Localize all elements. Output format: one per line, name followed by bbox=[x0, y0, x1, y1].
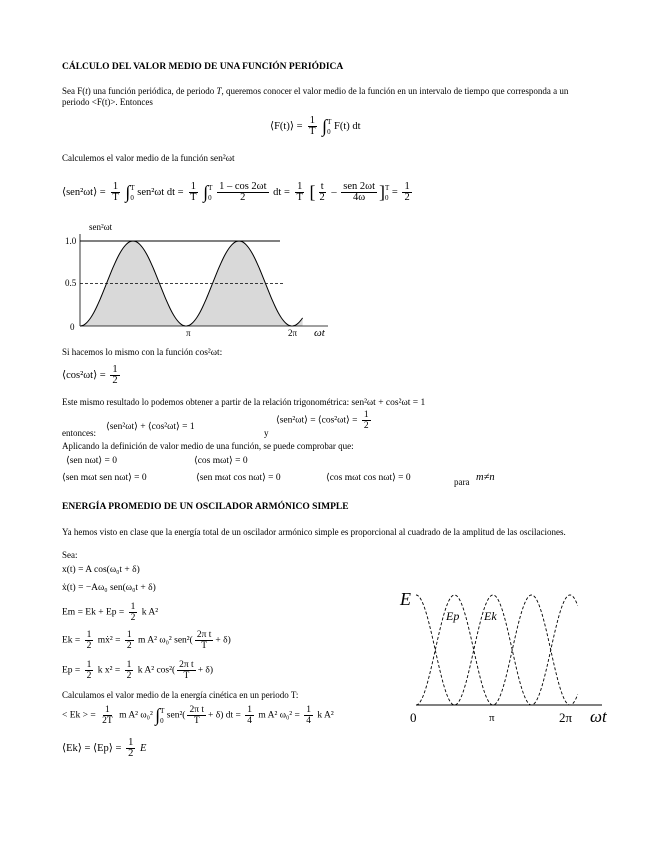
cos-intro bbox=[62, 347, 222, 359]
fraction bbox=[402, 182, 411, 203]
numerator: 1 bbox=[363, 410, 369, 420]
ep-label: Ep bbox=[446, 609, 460, 623]
plot2-xlabel: ωt bbox=[590, 707, 607, 726]
denominator: T bbox=[193, 716, 200, 726]
equal-means-equation bbox=[276, 410, 373, 431]
numerator: 1 bbox=[112, 181, 119, 192]
trig-identity: sen²ωt + cos²ωt = 1 bbox=[351, 398, 426, 408]
integral-upper-limit: T bbox=[160, 706, 165, 715]
integral-sign: ∫ bbox=[155, 705, 161, 725]
numerator: 2π t bbox=[196, 630, 212, 640]
section-title-oscillator: ENERGÍA PROMEDIO DE UN OSCILADOR ARMÓNICO SIMPLE bbox=[62, 502, 349, 512]
cos2-lhs: ⟨cos²ωt⟩ bbox=[62, 369, 98, 381]
numerator: 1 bbox=[404, 181, 410, 192]
fraction bbox=[85, 660, 94, 681]
numerator: 1 bbox=[309, 115, 315, 126]
velocity-equation: ẋ(t) = −Aω₀ sen(ω₀t + δ) bbox=[62, 583, 156, 593]
denominator: 2 bbox=[126, 641, 132, 651]
mean-cos-cos: ⟨cos mωt cos nωt⟩ = 0 bbox=[326, 473, 411, 483]
numerator: 1 bbox=[247, 705, 253, 715]
calc-intro-text: Calculemos el valor medio de la función bbox=[62, 153, 211, 163]
plot2-ylabel: E bbox=[400, 589, 411, 609]
xtick-2pi: 2π bbox=[559, 710, 573, 725]
ek-label: Ek bbox=[484, 609, 497, 623]
fraction bbox=[187, 705, 206, 726]
fraction bbox=[341, 182, 377, 203]
sum-equation: ⟨sen²ωt⟩ + ⟨cos²ωt⟩ = 1 bbox=[106, 422, 195, 432]
fraction bbox=[110, 365, 119, 386]
equals-sign: = bbox=[99, 186, 106, 198]
denominator: 2 bbox=[363, 421, 369, 431]
numerator: 1 bbox=[112, 364, 118, 375]
fraction bbox=[304, 705, 313, 726]
fraction bbox=[318, 182, 327, 203]
fraction bbox=[195, 630, 214, 651]
ka2-term: k A² bbox=[141, 607, 159, 618]
y-conjunction: y bbox=[264, 428, 269, 438]
formula-lhs: ⟨F(t)⟩ bbox=[270, 120, 294, 132]
denominator: 2 bbox=[86, 641, 92, 651]
integral-lower-limit: 0 bbox=[160, 716, 164, 725]
bracket-upper-limit: T bbox=[384, 183, 390, 192]
fraction bbox=[177, 660, 196, 681]
ep-rhs: k A² cos²( bbox=[137, 665, 176, 676]
denominator: 2 bbox=[112, 375, 118, 386]
fraction bbox=[110, 182, 120, 203]
cos-func: cos²ωt: bbox=[195, 348, 223, 358]
numerator: sen 2ωt bbox=[343, 181, 375, 192]
ek-lhs: Ek = bbox=[62, 635, 81, 646]
denominator: 2T bbox=[102, 716, 113, 726]
sea-label: Sea: bbox=[62, 550, 78, 560]
ep-curve bbox=[416, 595, 578, 705]
denominator: T bbox=[309, 126, 316, 137]
m-not-equal-n: m≠n bbox=[476, 472, 495, 483]
integral-sign: ∫ bbox=[125, 182, 131, 202]
intro-var-t: t bbox=[85, 86, 88, 96]
oscillator-intro: Ya hemos visto en clase que la energía total de un oscilador armónico simple es proporcional al cuadrado de la amplitud de las oscilaciones. bbox=[62, 527, 566, 537]
potential-energy-equation bbox=[62, 660, 213, 681]
integral-upper-limit: T bbox=[327, 117, 332, 126]
xtick-0: 0 bbox=[410, 710, 417, 725]
apply-definition-text: Aplicando la definición de valor medio de una función, se puede comprobar que: bbox=[62, 441, 354, 451]
avg-dt: + δ) dt = bbox=[208, 710, 241, 721]
integral-sign: ∫ bbox=[203, 182, 209, 202]
fraction bbox=[307, 116, 317, 137]
mean-sen-cos: ⟨sen mωt cos nωt⟩ = 0 bbox=[196, 473, 281, 483]
integral-upper-limit: T bbox=[208, 183, 213, 192]
ek-rhs: m A² ω₀² sen²( bbox=[138, 635, 193, 646]
equals-sign: = bbox=[283, 186, 290, 198]
ytick-0: 0 bbox=[70, 322, 75, 332]
numerator: 1 bbox=[86, 630, 92, 640]
fraction bbox=[294, 182, 304, 203]
intro-part: Sea F( bbox=[62, 86, 86, 96]
ytick-0.5: 0.5 bbox=[65, 278, 77, 288]
integral-lower-limit: 0 bbox=[327, 127, 331, 136]
cos2-mean-result bbox=[62, 365, 122, 386]
avg-lhs: < Ek > = bbox=[62, 710, 96, 721]
avg-integrand: sen²( bbox=[166, 710, 186, 721]
denominator: 4 bbox=[306, 716, 312, 726]
mean-cos-m: ⟨cos mωt⟩ = 0 bbox=[194, 456, 248, 466]
cos-intro-text: Si hacemos lo mismo con la función bbox=[62, 347, 196, 357]
fraction bbox=[125, 660, 134, 681]
em-lhs: Em = Ek + Ep = bbox=[62, 607, 125, 618]
denominator: 4 bbox=[247, 716, 253, 726]
integrand: F(t) dt bbox=[334, 120, 361, 132]
numerator: 1 bbox=[86, 660, 92, 670]
integral-upper-limit: T bbox=[130, 183, 135, 192]
fraction bbox=[362, 410, 371, 431]
avg-kinetic-equation bbox=[62, 705, 334, 726]
mean-definition-formula bbox=[270, 116, 361, 137]
fraction bbox=[245, 705, 254, 726]
numerator: 1 bbox=[130, 602, 136, 612]
entonces-label: entonces: bbox=[62, 428, 96, 438]
intro-var-T: T bbox=[216, 86, 222, 96]
intro-part: , queremos conocer el valor medio de la función en un intervalo de tiempo que corresponda a un periodo <F(t)>. Entonces bbox=[62, 86, 569, 107]
denominator: 2 bbox=[130, 613, 136, 623]
fraction bbox=[126, 738, 135, 759]
numerator: 1 bbox=[190, 181, 196, 192]
equals-sign: = bbox=[177, 186, 184, 198]
denominator: T bbox=[112, 192, 119, 203]
denominator: 2 bbox=[126, 671, 132, 681]
final-energy-equation bbox=[62, 738, 146, 759]
mean-sen-n: ⟨sen nωt⟩ = 0 bbox=[66, 456, 117, 466]
calc-func: sen²ωt bbox=[210, 154, 235, 164]
bracket-lower-limit: 0 bbox=[384, 193, 389, 202]
avg-mid: m A² ω₀² = bbox=[258, 710, 300, 721]
plot1-xlabel: ωt bbox=[314, 327, 325, 339]
energy-plot bbox=[396, 585, 622, 727]
plot1-ylabel: sen²ωt bbox=[89, 222, 113, 232]
total-energy-symbol: E bbox=[139, 742, 147, 754]
fraction bbox=[129, 602, 138, 623]
denominator: 2 bbox=[128, 748, 134, 759]
mechanical-energy-equation bbox=[62, 602, 158, 623]
integral-lower-limit: 0 bbox=[130, 193, 134, 202]
calc-intro bbox=[62, 153, 235, 165]
intro-paragraph bbox=[62, 86, 597, 108]
equals-sign: = bbox=[391, 186, 398, 198]
numerator: 1 bbox=[126, 660, 132, 670]
equal-means-lhs: ⟨sen²ωt⟩ = ⟨cos²ωt⟩ = bbox=[276, 415, 358, 426]
avg-coef: m A² ω₀² bbox=[119, 710, 153, 721]
section-title-mean-value: CÁLCULO DEL VALOR MEDIO DE UNA FUNCIÓN PERIÓDICA bbox=[62, 62, 344, 72]
kinetic-energy-equation bbox=[62, 630, 231, 651]
denominator: 2 bbox=[240, 192, 246, 203]
differential: dt bbox=[273, 186, 282, 198]
denominator: 2 bbox=[319, 192, 325, 203]
equals-sign: = bbox=[99, 369, 106, 381]
numerator: 2π t bbox=[189, 705, 205, 715]
denominator: 4ω bbox=[353, 192, 366, 203]
denominator: T bbox=[183, 671, 190, 681]
numerator: t bbox=[320, 181, 324, 192]
rhs-close: + δ) bbox=[197, 665, 214, 676]
numerator: 1 bbox=[105, 705, 110, 715]
avg-kinetic-intro: Calculamos el valor medio de la energía cinética en un periodo T: bbox=[62, 690, 299, 700]
integral-sign: ∫ bbox=[322, 116, 328, 136]
kx2-term: k x² = bbox=[97, 665, 121, 676]
numerator: 1 bbox=[128, 737, 134, 748]
numerator: 1 bbox=[297, 181, 303, 192]
denominator: T bbox=[190, 192, 197, 203]
fraction bbox=[85, 630, 94, 651]
numerator: 2π t bbox=[179, 660, 194, 670]
mx2-term: mẋ² = bbox=[97, 635, 121, 646]
trig-relation bbox=[62, 397, 425, 409]
minus-sign: – bbox=[331, 186, 337, 198]
sen2-plot bbox=[62, 220, 342, 342]
intro-part: ) una función periódica, de periodo bbox=[87, 86, 217, 96]
ka2-term: k A² bbox=[317, 710, 334, 721]
integrand: sen²ωt dt bbox=[137, 186, 175, 198]
final-lhs: ⟨Ek⟩ = ⟨Ep⟩ = bbox=[62, 742, 122, 754]
denominator: 2 bbox=[404, 192, 410, 203]
denominator: T bbox=[296, 192, 303, 203]
xtick-pi: π bbox=[186, 328, 191, 338]
position-equation: x(t) = A cos(ω₀t + δ) bbox=[62, 565, 140, 575]
integral-lower-limit: 0 bbox=[208, 193, 212, 202]
xtick-2pi: 2π bbox=[288, 328, 298, 338]
numerator: 1 – cos 2ωt bbox=[219, 181, 267, 192]
denominator: 2 bbox=[86, 671, 92, 681]
para-label: para bbox=[454, 477, 470, 487]
sen2-lhs: ⟨sen²ωt⟩ bbox=[62, 186, 98, 198]
fraction bbox=[188, 182, 198, 203]
ytick-1.0: 1.0 bbox=[65, 236, 77, 246]
ek-curve bbox=[416, 595, 578, 705]
sen2-mean-computation: ⟨sen²ωt⟩ = $\frac{1}{T}$ ∫ T 0 sen²ωt dt = $\frac{1}{T}$ ∫ T 0 $\frac{1 - \cos 2\omega t}{2}$ dt = $\frac{1}{T}$ [ $\frac{t}{2}$ – $\frac{\text{sen 2ωt}}{4\omega}$ ] T 0 = $\frac{1}{2}$ bbox=[62, 181, 410, 203]
numerator: 1 bbox=[126, 630, 132, 640]
numerator: 1 bbox=[306, 705, 312, 715]
trig-intro-text: Este mismo resultado lo podemos obtener a partir de la relación trigonométrica: bbox=[62, 397, 352, 407]
fraction bbox=[217, 182, 268, 203]
mean-sen-sen: ⟨sen mωt sen nωt⟩ = 0 bbox=[62, 473, 147, 483]
ep-lhs: Ep = bbox=[62, 665, 81, 676]
equals-sign: = bbox=[296, 120, 303, 132]
rhs-close: + δ) bbox=[215, 635, 231, 646]
denominator: T bbox=[201, 641, 208, 651]
fraction bbox=[100, 705, 115, 726]
xtick-pi: π bbox=[489, 712, 495, 724]
fraction bbox=[125, 630, 134, 651]
